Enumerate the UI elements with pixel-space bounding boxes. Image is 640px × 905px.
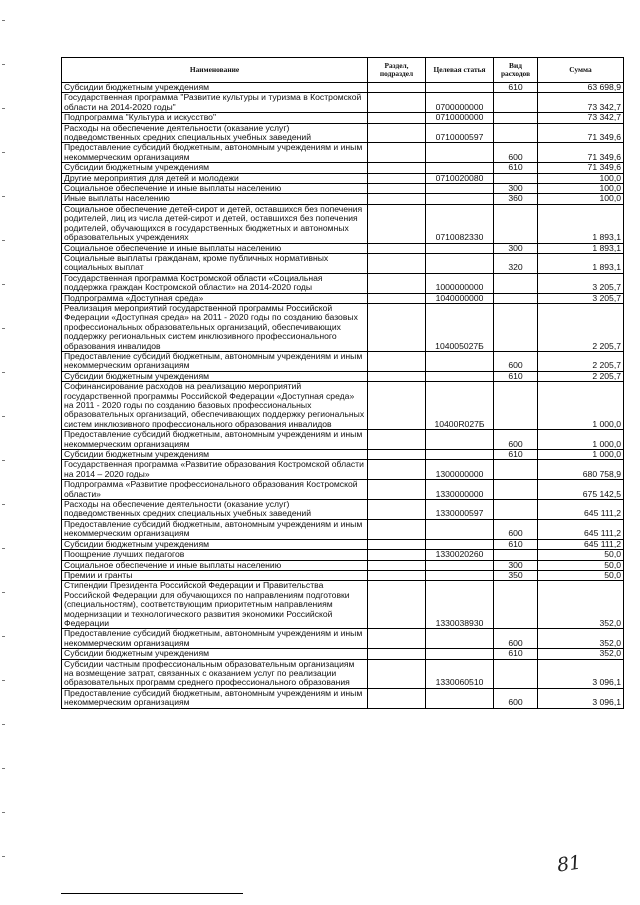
table-row [62, 629, 624, 649]
header-section: Раздел, подраздел [368, 58, 426, 83]
cell-type: 300 [494, 243, 538, 253]
cell-sum: 73 342,7 [538, 93, 624, 113]
cell-sum: 352,0 [538, 581, 624, 629]
cell-sum: 71 349,6 [538, 143, 624, 163]
cell-section [368, 371, 426, 381]
cell-sum: 2 205,7 [538, 303, 624, 351]
cell-sum: 3 096,1 [538, 688, 624, 708]
cell-name: Социальное обеспечение и иные выплаты населению [62, 243, 368, 253]
table-row [62, 560, 624, 570]
cell-section [368, 382, 426, 430]
cell-sum: 71 349,6 [538, 163, 624, 173]
cell-type: 610 [494, 450, 538, 460]
cell-section [368, 539, 426, 549]
cell-sum: 3 205,7 [538, 273, 624, 293]
cell-sum: 645 111,2 [538, 519, 624, 539]
cell-type: 300 [494, 184, 538, 194]
cell-section [368, 649, 426, 659]
cell-type [494, 293, 538, 303]
footer-line [61, 893, 243, 894]
cell-sum: 1 893,1 [538, 204, 624, 243]
cell-sum: 1 000,0 [538, 450, 624, 460]
cell-section [368, 173, 426, 183]
cell-name: Предоставление субсидий бюджетным, автономным учреждениям и иным некоммерческим организациям [62, 519, 368, 539]
cell-target: 1330038930 [426, 581, 494, 629]
cell-sum: 1 000,0 [538, 382, 624, 430]
cell-name: Государственная программа "Развитие культуры и туризма в Костромской области на 2014-2020 годы" [62, 93, 368, 113]
cell-name: Субсидии бюджетным учреждениям [62, 649, 368, 659]
cell-section [368, 581, 426, 629]
cell-section [368, 500, 426, 520]
cell-name: Поощрение лучших педагогов [62, 550, 368, 560]
table-row [62, 113, 624, 123]
table-row [62, 303, 624, 351]
cell-name: Субсидии бюджетным учреждениям [62, 539, 368, 549]
cell-target [426, 570, 494, 580]
cell-sum: 680 758,9 [538, 460, 624, 480]
cell-section [368, 480, 426, 500]
cell-name: Подпрограмма «Доступная среда» [62, 293, 368, 303]
cell-sum: 73 342,7 [538, 113, 624, 123]
cell-section [368, 113, 426, 123]
cell-target: 0710020080 [426, 173, 494, 183]
cell-section [368, 688, 426, 708]
cell-type [494, 480, 538, 500]
page-number: 81 [555, 851, 583, 877]
cell-type [494, 204, 538, 243]
cell-target: 1000000000 [426, 273, 494, 293]
cell-name: Софинансирование расходов на реализацию мероприятий государственной программы Российской Федерации «Доступная среда» на 2011 - 2020 годы по созданию базовых профессиональных образовательных организаций, обеспечивающих поддержку региональных систем инклюзивного профессионального образования инвалидов [62, 382, 368, 430]
cell-type: 350 [494, 570, 538, 580]
cell-name: Другие мероприятия для детей и молодежи [62, 173, 368, 183]
cell-name: Подпрограмма "Культура и искусство" [62, 113, 368, 123]
cell-sum: 50,0 [538, 570, 624, 580]
cell-sum: 100,0 [538, 194, 624, 204]
cell-type: 610 [494, 371, 538, 381]
cell-sum: 3 096,1 [538, 659, 624, 688]
cell-target: 0700000000 [426, 93, 494, 113]
cell-section [368, 83, 426, 93]
cell-target [426, 649, 494, 659]
table-row [62, 351, 624, 371]
cell-sum: 50,0 [538, 560, 624, 570]
cell-name: Предоставление субсидий бюджетным, автономным учреждениям и иным некоммерческим организациям [62, 430, 368, 450]
cell-section [368, 430, 426, 450]
cell-name: Премии и гранты [62, 570, 368, 580]
table-row [62, 688, 624, 708]
table-row [62, 382, 624, 430]
cell-name: Подпрограмма «Развитие профессионального образования Костромской области» [62, 480, 368, 500]
cell-type [494, 659, 538, 688]
cell-section [368, 184, 426, 194]
cell-target: 0710000597 [426, 123, 494, 143]
cell-target: 1040000000 [426, 293, 494, 303]
cell-name: Субсидии бюджетным учреждениям [62, 163, 368, 173]
cell-name: Социальное обеспечение и иные выплаты населению [62, 184, 368, 194]
cell-section [368, 123, 426, 143]
cell-target [426, 430, 494, 450]
table-row [62, 649, 624, 659]
cell-sum: 645 111,2 [538, 539, 624, 549]
cell-sum: 71 349,6 [538, 123, 624, 143]
cell-target [426, 560, 494, 570]
cell-name: Расходы на обеспечение деятельности (оказание услуг) подведомственных средних специальных учебных заведений [62, 123, 368, 143]
cell-target: 1330060510 [426, 659, 494, 688]
cell-name: Иные выплаты населению [62, 194, 368, 204]
header-sum: Сумма [538, 58, 624, 83]
cell-sum: 1 893,1 [538, 243, 624, 253]
cell-target: 1330020260 [426, 550, 494, 560]
cell-target [426, 194, 494, 204]
cell-type: 610 [494, 163, 538, 173]
cell-section [368, 450, 426, 460]
cell-type [494, 113, 538, 123]
header-type: Вид расходов [494, 58, 538, 83]
cell-section [368, 204, 426, 243]
cell-type: 600 [494, 143, 538, 163]
table-row [62, 204, 624, 243]
cell-type [494, 581, 538, 629]
cell-sum: 100,0 [538, 173, 624, 183]
cell-target [426, 253, 494, 273]
cell-sum: 100,0 [538, 184, 624, 194]
cell-target: 1330000597 [426, 500, 494, 520]
cell-name: Социальные выплаты гражданам, кроме публичных нормативных социальных выплат [62, 253, 368, 273]
cell-target: 1300000000 [426, 460, 494, 480]
table-row [62, 273, 624, 293]
header-target: Целевая статья [426, 58, 494, 83]
table-row [62, 173, 624, 183]
cell-target [426, 688, 494, 708]
cell-type [494, 273, 538, 293]
cell-section [368, 303, 426, 351]
cell-target [426, 629, 494, 649]
table-row [62, 243, 624, 253]
cell-sum: 63 698,9 [538, 83, 624, 93]
budget-table [61, 57, 624, 709]
cell-type: 610 [494, 539, 538, 549]
cell-sum: 675 142,5 [538, 480, 624, 500]
table-header-row [62, 58, 624, 83]
cell-sum: 1 000,0 [538, 430, 624, 450]
table-row [62, 253, 624, 273]
cell-type [494, 303, 538, 351]
cell-name: Субсидии бюджетным учреждениям [62, 371, 368, 381]
cell-section [368, 519, 426, 539]
table-row [62, 539, 624, 549]
cell-sum: 352,0 [538, 649, 624, 659]
cell-type: 610 [494, 649, 538, 659]
cell-target [426, 539, 494, 549]
cell-type [494, 500, 538, 520]
table-row [62, 460, 624, 480]
table-row [62, 184, 624, 194]
cell-name: Государственная программа Костромской области «Социальная поддержка граждан Костромской области» на 2014-2020 годы [62, 273, 368, 293]
table-row [62, 550, 624, 560]
cell-name: Социальное обеспечение и иные выплаты населению [62, 560, 368, 570]
cell-section [368, 93, 426, 113]
cell-sum: 2 205,7 [538, 371, 624, 381]
cell-type: 600 [494, 688, 538, 708]
cell-type [494, 460, 538, 480]
cell-section [368, 194, 426, 204]
cell-section [368, 550, 426, 560]
cell-target [426, 143, 494, 163]
cell-target [426, 83, 494, 93]
cell-target [426, 351, 494, 371]
header-name: Наименование [62, 58, 368, 83]
cell-name: Предоставление субсидий бюджетным, автономным учреждениям и иным некоммерческим организациям [62, 629, 368, 649]
table-row [62, 194, 624, 204]
cell-name: Государственная программа «Развитие образования Костромской области на 2014 – 2020 годы» [62, 460, 368, 480]
cell-section [368, 273, 426, 293]
cell-section [368, 163, 426, 173]
table-row [62, 123, 624, 143]
cell-name: Предоставление субсидий бюджетным, автономным учреждениям и иным некоммерческим организациям [62, 351, 368, 371]
cell-type: 300 [494, 560, 538, 570]
cell-type [494, 550, 538, 560]
cell-target [426, 243, 494, 253]
table-row [62, 480, 624, 500]
table-row [62, 143, 624, 163]
cell-target: 0710082330 [426, 204, 494, 243]
table-row [62, 163, 624, 173]
cell-type: 320 [494, 253, 538, 273]
table-row [62, 83, 624, 93]
table-row [62, 430, 624, 450]
cell-sum: 1 893,1 [538, 253, 624, 273]
cell-section [368, 629, 426, 649]
cell-sum: 3 205,7 [538, 293, 624, 303]
table-row [62, 500, 624, 520]
cell-name: Предоставление субсидий бюджетным, автономным учреждениям и иным некоммерческим организациям [62, 143, 368, 163]
cell-target: 0710000000 [426, 113, 494, 123]
cell-type [494, 173, 538, 183]
cell-name: Субсидии частным профессиональным образовательным организациям на возмещение затрат, связанных с оказанием услуг по реализации образовательных программ среднего профессионального образования [62, 659, 368, 688]
cell-section [368, 253, 426, 273]
cell-name: Предоставление субсидий бюджетным, автономным учреждениям и иным некоммерческим организациям [62, 688, 368, 708]
table-row [62, 519, 624, 539]
table-row [62, 293, 624, 303]
cell-sum: 2 205,7 [538, 351, 624, 371]
cell-name: Расходы на обеспечение деятельности (оказание услуг) подведомственных средних специальных учебных заведений [62, 500, 368, 520]
cell-target: 1330000000 [426, 480, 494, 500]
cell-section [368, 243, 426, 253]
cell-name: Реализация мероприятий государственной программы Российской Федерации «Доступная среда» на 2011 - 2020 годы по созданию базовых профессиональных образовательных организаций, обеспечивающих поддержку региональных систем инклюзивного профессионального образования инвалидов [62, 303, 368, 351]
cell-section [368, 560, 426, 570]
cell-name: Стипендии Президента Российской Федерации и Правительства Российской Федерации для обучающихся по направлениям подготовки (специальностям), соответствующим приоритетным направлениям модернизации и технологического развития экономики Российской Федерации [62, 581, 368, 629]
table-row [62, 659, 624, 688]
cell-target [426, 450, 494, 460]
cell-section [368, 460, 426, 480]
table-row [62, 570, 624, 580]
cell-target: 104005027Б [426, 303, 494, 351]
cell-section [368, 351, 426, 371]
cell-type: 600 [494, 629, 538, 649]
cell-sum: 50,0 [538, 550, 624, 560]
cell-sum: 352,0 [538, 629, 624, 649]
binding-marks [0, 0, 8, 905]
cell-section [368, 293, 426, 303]
table-row [62, 371, 624, 381]
cell-target [426, 184, 494, 194]
table-row [62, 93, 624, 113]
cell-section [368, 143, 426, 163]
cell-type [494, 382, 538, 430]
cell-name: Субсидии бюджетным учреждениям [62, 83, 368, 93]
cell-type: 600 [494, 351, 538, 371]
cell-section [368, 659, 426, 688]
table-row [62, 581, 624, 629]
cell-target [426, 519, 494, 539]
cell-target: 10400R027Б [426, 382, 494, 430]
cell-sum: 645 111,2 [538, 500, 624, 520]
cell-type [494, 123, 538, 143]
cell-name: Социальное обеспечение детей-сирот и детей, оставшихся без попечения родителей, лиц из числа детей-сирот и детей, оставшихся без попечения родителей, обучающихся в государственных бюджетных и автономных образовательных учреждениях [62, 204, 368, 243]
cell-target [426, 163, 494, 173]
cell-target [426, 371, 494, 381]
cell-section [368, 570, 426, 580]
cell-type: 600 [494, 519, 538, 539]
cell-name: Субсидии бюджетным учреждениям [62, 450, 368, 460]
cell-type: 600 [494, 430, 538, 450]
cell-type [494, 93, 538, 113]
table-row [62, 450, 624, 460]
cell-type: 360 [494, 194, 538, 204]
cell-type: 610 [494, 83, 538, 93]
table-body [62, 83, 624, 709]
